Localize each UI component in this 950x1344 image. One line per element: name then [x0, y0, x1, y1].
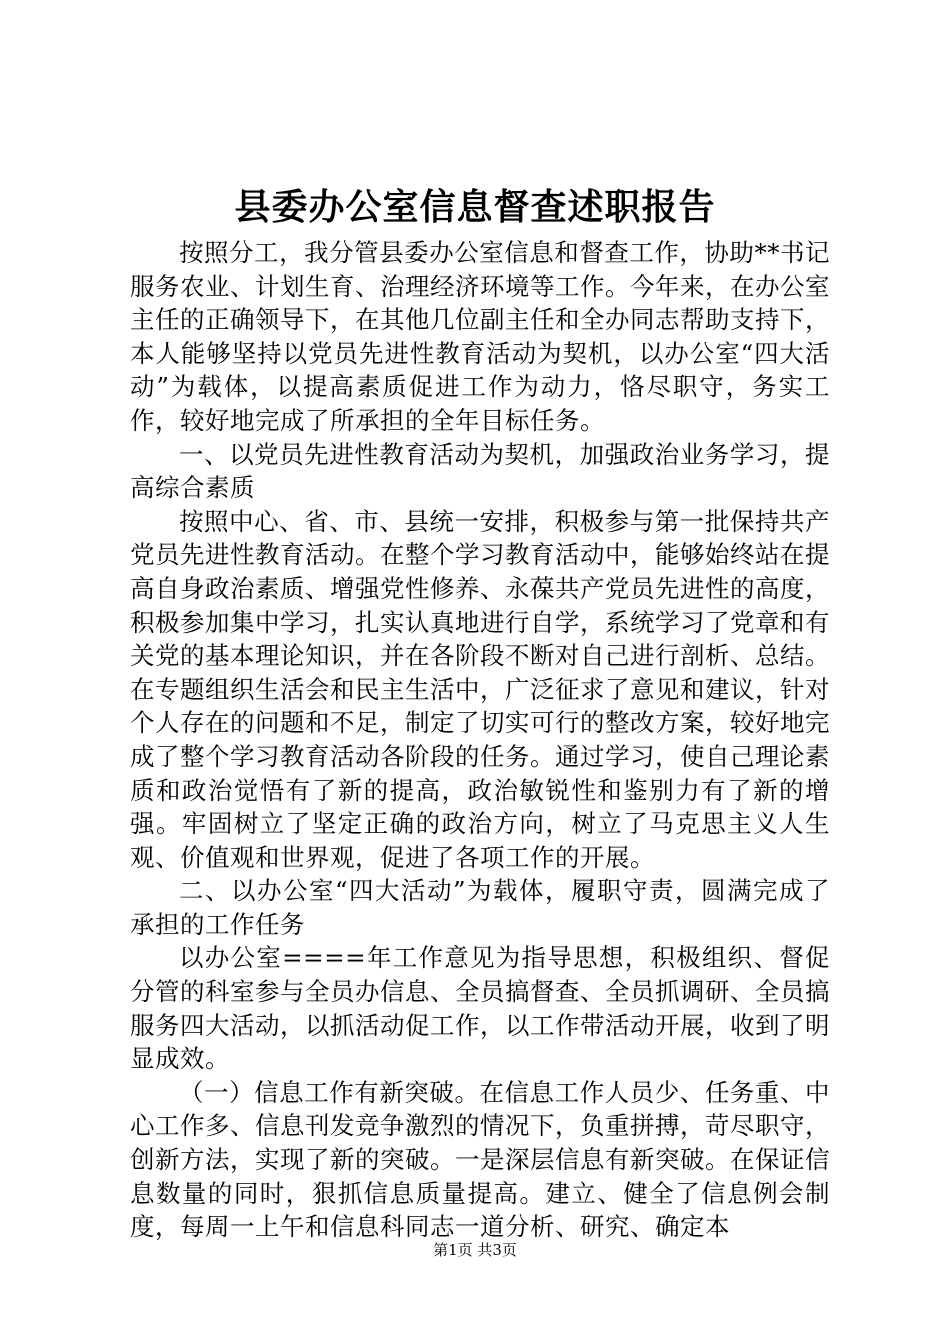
document-body: [130, 236, 830, 1244]
section-heading-1: 一、以党员先进性教育活动为契机，加强政治业务学习，提高综合素质: [130, 439, 830, 503]
section-2-paragraph: 以办公室====年工作意见为指导思想，积极组织、督促分管的科室参与全员办信息、全员搞督查、全员抓调研、全员搞服务四大活动，以抓活动促工作，以工作带活动开展，收到了明显成效。: [130, 943, 830, 1074]
page-footer: 第1页 共3页: [433, 1241, 517, 1259]
section-1-paragraph: 按照中心、省、市、县统一安排，积极参与第一批保持共产党员先进性教育活动。在整个学习教育活动中，能够始终站在提高自身政治素质、增强党性修养、永葆共产党员先进性的高度，积极参加集中学习，扎实认真地进行自学，系统学习了党章和有关党的基本理论知识，并在各阶段不断对自己进行剖析、总结。在专题组织生活会和民主生活中，广泛征求了意见和建议，针对个人存在的问题和不足，制定了切实可行的整改方案，较好地完成了整个学习教育活动各阶段的任务。通过学习，使自己理论素质和政治觉悟有了新的提高，政治敏锐性和鉴别力有了新的增强。牢固树立了坚定正确的政治方向，树立了马克思主义人生观、价值观和世界观，促进了各项工作的开展。: [130, 506, 830, 872]
subsection-1-paragraph: （一）信息工作有新突破。在信息工作人员少、任务重、中心工作多、信息刊发竞争激烈的情况下，负重拼搏，苛尽职守，创新方法，实现了新的突破。一是深层信息有新突破。在保证信息数量的同时，狠抓信息质量提高。建立、健全了信息例会制度，每周一上午和信息科同志一道分析、研究、确定本: [130, 1077, 830, 1242]
section-heading-2: 二、以办公室“四大活动”为载体，履职守责，圆满完成了承担的工作任务: [130, 876, 830, 939]
document-title: 县委办公室信息督查述职报告: [234, 187, 716, 228]
intro-paragraph: 按照分工，我分管县委办公室信息和督查工作，协助**书记服务农业、计划生育、治理经济环境等工作。今年来，在办公室主任的正确领导下，在其他几位副主任和全办同志帮助支持下，本人能够坚持以党员先进性教育活动为契机，以办公室“四大活动”为载体，以提高素质促进工作为动力，恪尽职守，务实工作，较好地完成了所承担的全年目标任务。: [130, 238, 830, 435]
